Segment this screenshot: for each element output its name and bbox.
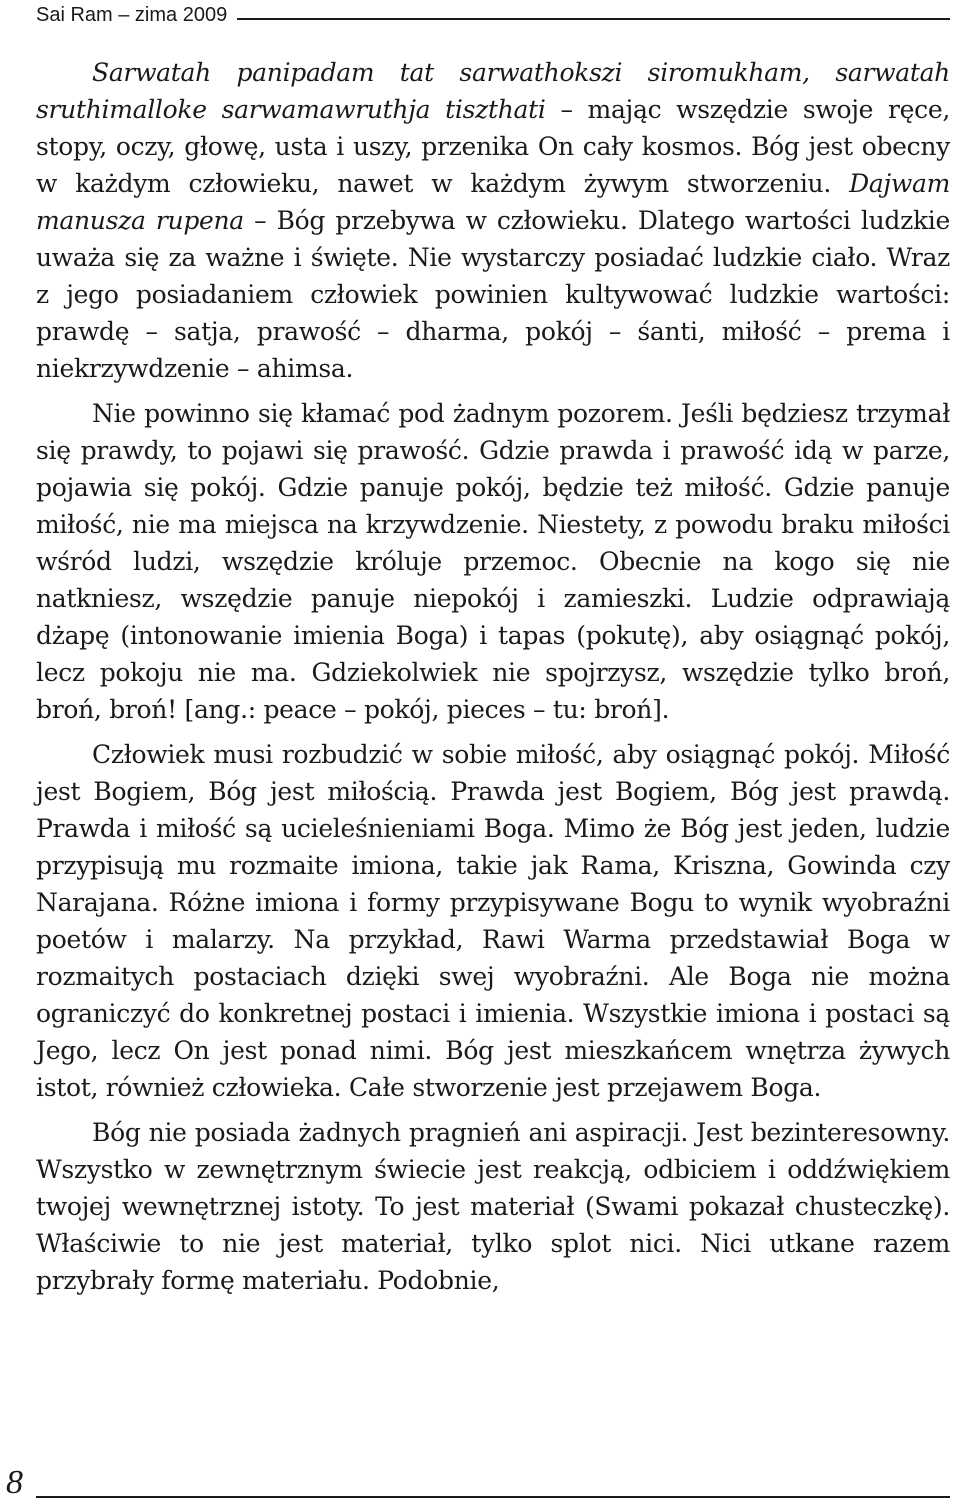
italic-phrase: Sarwatah panipadam tat sarwathokszi siromukham, sarwatah sruthimalloke sarwamawruthja tiszthati [36,58,950,124]
page-number: 8 [6,1464,23,1501]
paragraph [36,54,950,387]
footer-rule [36,1496,950,1498]
paragraph [36,1114,950,1299]
article-body [36,54,950,1299]
italic-phrase: Dajwam manusza rupena [36,169,950,235]
text-run: – mając wszędzie swoje ręce, stopy, oczy, głowę, usta i uszy, przenika On cały kosmos. Bóg jest obecny w każdym człowieku, nawet w każdym żywym stworzeniu. [36,95,951,198]
page-footer [0,1466,960,1504]
text-run: Nie powinno się kłamać pod żadnym pozorem. Jeśli będziesz trzymał się prawdy, to pojawi się prawość. Gdzie prawda i prawość idą w parze, pojawia się pokój. Gdzie panuje pokój, będzie też miłość. Gdzie panuje miłość, nie ma miejsca na krzywdzenie. Niestety, z powodu braku miłości wśród ludzi, wszędzie króluje przemoc. Obecnie na kogo się nie natkniesz, wszędzie panuje niepokój i zamieszki. Ludzie odprawiają dżapę (intonowanie imienia Boga) i tapas (pokutę), aby osiągnąć pokój, lecz pokoju nie ma. Gdziekolwiek nie spojrzysz, wszędzie tylko broń, broń, broń! [ang.: peace – pokój, pieces – tu: broń]. [36,399,950,724]
text-run: Bóg nie posiada żadnych pragnień ani aspiracji. Jest bezinteresowny. Wszystko w zewnętrznym świecie jest reakcją, odbiciem i oddźwiękiem twojej wewnętrznej istoty. To jest materiał (Swami pokazał chusteczkę). Właściwie to nie jest materiał, tylko splot nici. Nici utkane razem przybrały formę materiału. Podobnie, [36,1118,950,1295]
running-title: Sai Ram – zima 2009 [36,4,237,27]
running-header [36,2,950,30]
paragraph [36,395,950,728]
text-run: Człowiek musi rozbudzić w sobie miłość, aby osiągnąć pokój. Miłość jest Bogiem, Bóg jest miłością. Prawda jest Bogiem, Bóg jest prawdą. Prawda i miłość są ucieleśnieniami Boga. Mimo że Bóg jest jeden, ludzie przypisują mu rozmaite imiona, takie jak Rama, Kriszna, Gowinda czy Narajana. Różne imiona i formy przypisywane Bogu to wynik wyobraźni poetów i malarzy. Na przykład, Rawi Warma przedstawiał Boga w rozmaitych postaciach dzięki swej wyobraźni. Ale Boga nie można ograniczyć do konkretnej postaci i imienia. Wszystkie imiona i postaci są Jego, lecz On jest ponad nimi. Bóg jest mieszkańcem wnętrza żywych istot, również człowieka. Całe stworzenie jest przejawem Boga. [36,740,950,1102]
text-run: – Bóg przebywa w człowieku. Dlatego wartości ludzkie uważa się za ważne i święte. Nie wystarczy posiadać ludzkie ciało. Wraz z jego posiadaniem człowiek powinien kultywować ludzkie wartości: prawdę – satja, prawość – dharma, pokój – śanti, miłość – prema i niekrzywdzenie – ahimsa. [36,206,950,383]
paragraph [36,736,950,1106]
